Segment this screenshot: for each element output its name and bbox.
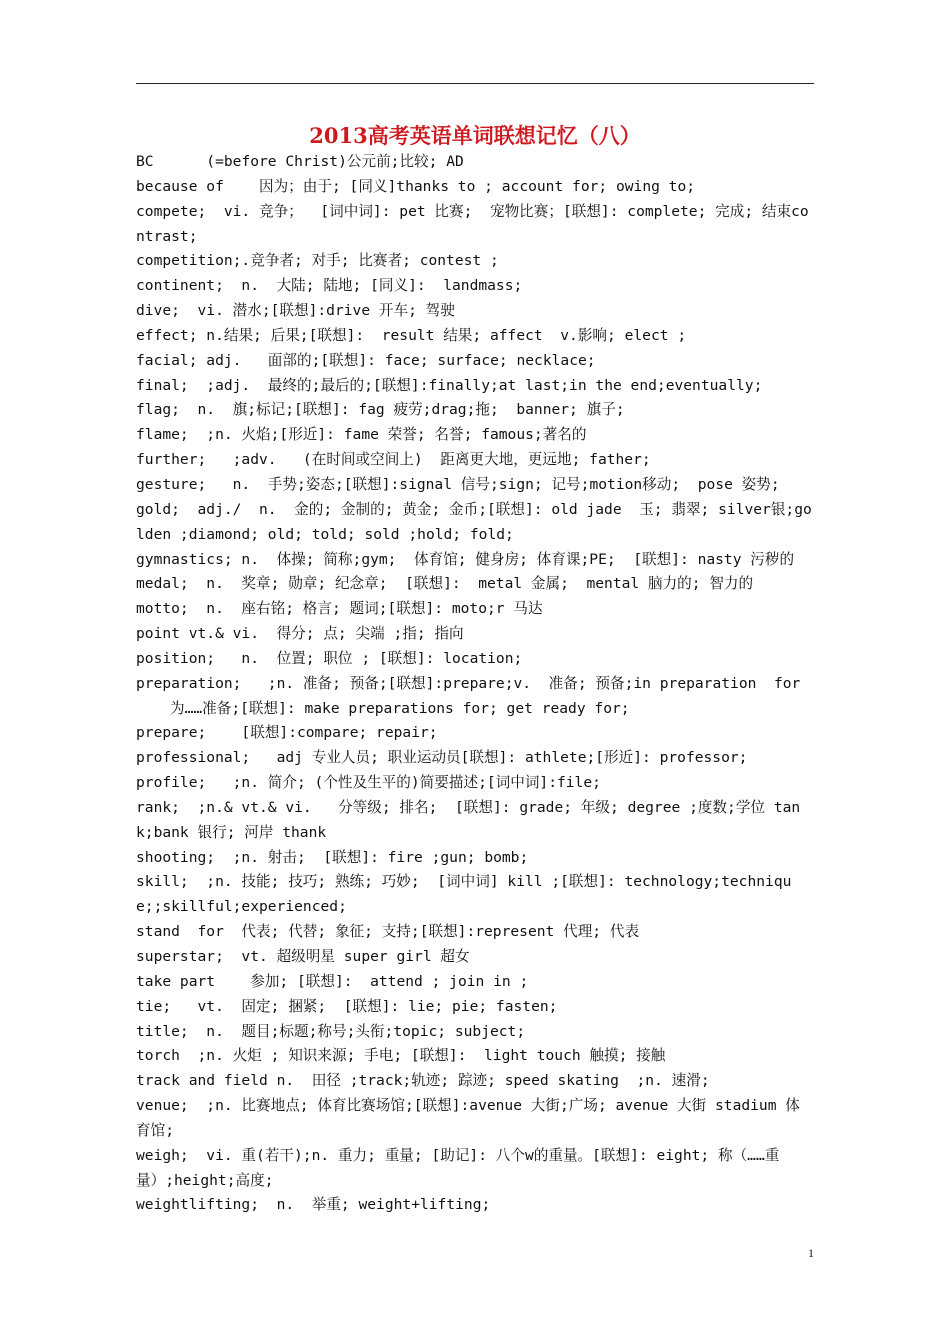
vocab-entry: superstar; vt. 超级明星 super girl 超女 xyxy=(136,948,470,965)
vocab-entry: final; ;adj. 最终的;最后的;[联想]:finally;at last;in the end;eventually; xyxy=(136,376,763,394)
vocab-entry: point vt.& vi. 得分; 点; 尖端 ;指; 指向 xyxy=(136,625,464,643)
vocab-entry: weightlifting; n. 举重; weight+lifting; xyxy=(136,1196,491,1214)
vocab-entry: position; n. 位置; 职位 ; [联想]: location; xyxy=(136,649,523,667)
vocab-entry: venue; ;n. 比赛地点; 体育比赛场馆;[联想]:avenue 大街;广场; avenue 大街 stadium 体育馆; xyxy=(136,1097,800,1139)
vocab-entry: flag; n. 旗;标记;[联想]: fag 疲劳;drag;拖; banner; 旗子; xyxy=(136,401,625,419)
vocab-entry: take part 参加; [联想]: attend ; join in ; xyxy=(136,972,529,990)
vocab-entry: BC (=before Christ)公元前;比较; AD xyxy=(136,153,464,170)
vocab-entry: rank; ;n.& vt.& vi. 分等级; 排名; [联想]: grade; 年级; degree ;度数;学位 tank;bank 银行; 河岸 thank xyxy=(136,798,801,841)
vocab-entry: further; ;adv. (在时间或空间上) 距离更大地，更远地; father; xyxy=(136,451,651,469)
vocab-entry: facial; adj. 面部的;[联想]: face; surface; necklace; xyxy=(136,351,596,369)
vocab-entry: competition;.竞争者; 对手; 比赛者; contest ; xyxy=(136,252,499,270)
vocab-entry: medal; n. 奖章; 勋章; 纪念章; [联想]: metal 金属; mental 脑力的; 智力的 xyxy=(136,575,754,593)
page-number: 1 xyxy=(808,1246,814,1260)
vocab-entry: dive; vi. 潜水;[联想]:drive 开车; 驾驶 xyxy=(136,302,455,320)
vocab-entry: profile; ;n. 简介; (个性及生平的)简要描述;[词中词]:file; xyxy=(136,774,601,792)
vocab-entry: track and field n. 田径 ;track;轨迹; 踪迹; speed skating ;n. 速滑; xyxy=(136,1072,710,1090)
vocab-entry: gymnastics; n. 体操; 简称;gym; 体育馆; 健身房; 体育课;PE; [联想]: nasty 污秽的 xyxy=(136,550,795,568)
vocab-entry-continuation: 为……准备;[联想]: make preparations for; get ready for; xyxy=(170,699,630,717)
document-title: 2013高考英语单词联想记忆（八） xyxy=(309,123,641,148)
vocab-entry: continent; n. 大陆; 陆地; [同义]: landmass; xyxy=(136,277,523,295)
vocab-entry: professional; adj 专业人员; 职业运动员[联想]: athlete;[形近]: professor; xyxy=(136,749,748,767)
vocab-entry: gold; adj./ n. 金的; 金制的; 黄金; 金币;[联想]: old jade 玉; 翡翠; silver银;golden ;diamond; old; told; sold ;hold; fold; xyxy=(136,500,812,543)
vocab-entry: title; n. 题目;标题;称号;头衔;topic; subject; xyxy=(136,1022,526,1040)
vocabulary-list xyxy=(136,150,814,1218)
vocab-entry: compete; vi. 竞争； [词中词]: pet 比赛; 宠物比赛；[联想]: complete; 完成; 结束contrast; xyxy=(136,202,809,245)
vocab-entry: stand for 代表; 代替; 象征; 支持;[联想]:represent 代理; 代表 xyxy=(136,923,640,941)
vocab-entry: motto; n. 座右铭; 格言; 题词;[联想]: moto;r 马达 xyxy=(136,600,543,618)
vocab-entry: skill; ;n. 技能; 技巧; 熟练; 巧妙; [词中词] kill ;[联想]: technology;technique;;skillful;experienced; xyxy=(136,873,792,916)
vocab-entry: shooting; ;n. 射击; [联想]: fire ;gun; bomb; xyxy=(136,848,529,866)
vocab-entry: tie; vt. 固定; 捆紧; [联想]: lie; pie; fasten; xyxy=(136,997,558,1015)
vocab-entry: effect; n.结果; 后果;[联想]: result 结果; affect v.影响; elect ; xyxy=(136,326,687,344)
vocab-entry: flame; ;n. 火焰;[形近]: fame 荣誉; 名誉; famous;著名的 xyxy=(136,426,587,444)
vocab-entry: prepare; [联想]:compare; repair; xyxy=(136,724,438,742)
header-rule xyxy=(136,83,814,84)
vocab-entry: torch ;n. 火炬 ; 知识来源; 手电; [联想]: light touch 触摸; 接触 xyxy=(136,1047,666,1065)
vocab-entry: preparation; ;n. 准备; 预备;[联想]:prepare;v. 准备; 预备;in preparation for xyxy=(136,674,801,692)
vocab-entry: weigh; vi. 重(若干);n. 重力; 重量; [助记]: 八个w的重量。[联想]: eight; 称（……重量）;height;高度; xyxy=(136,1146,780,1189)
vocab-entry: gesture; n. 手势;姿态;[联想]:signal 信号;sign; 记号;motion移动; pose 姿势; xyxy=(136,475,780,493)
vocab-entry: because of 因为；由于; [同义]thanks to ; account for; owing to; xyxy=(136,177,696,195)
